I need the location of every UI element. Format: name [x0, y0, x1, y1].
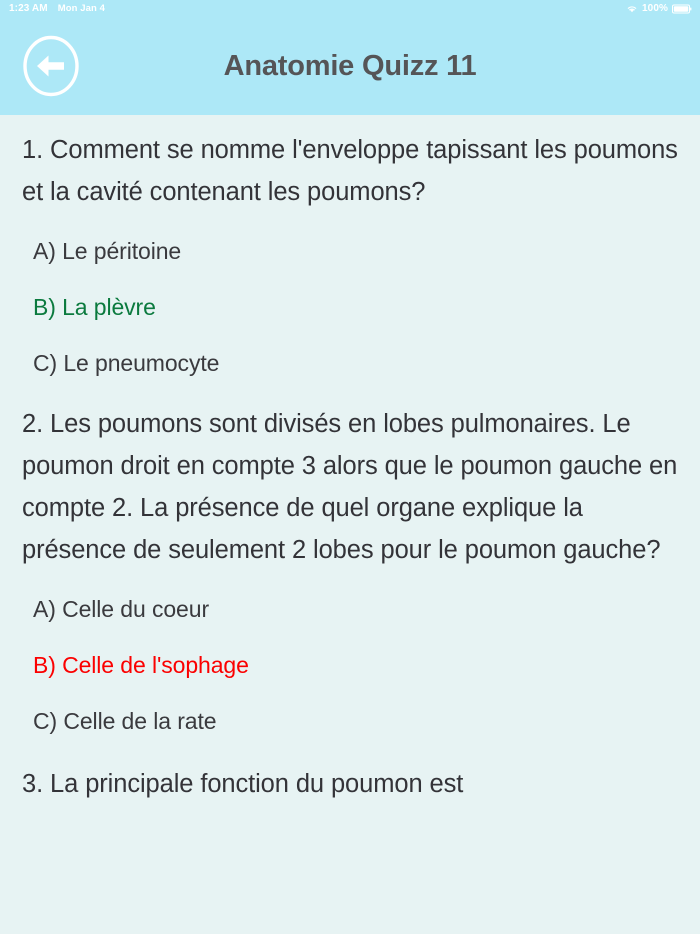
question-block: [22, 129, 678, 391]
option-a[interactable]: A) Celle du coeur: [33, 596, 209, 622]
question-text: 1. Comment se nomme l'enveloppe tapissant les poumons et la cavité contenant les poumons?: [22, 136, 678, 206]
back-button[interactable]: [22, 35, 80, 97]
status-bar-time: 1:23 AM: [9, 3, 48, 14]
option-a[interactable]: A) Le péritoine: [33, 238, 182, 264]
page-title: Anatomie Quizz 11: [223, 49, 477, 82]
option-c[interactable]: C) Le pneumocyte: [33, 350, 220, 376]
battery-percent-label: 100%: [642, 3, 668, 14]
battery-icon: [672, 4, 692, 14]
options-list: [22, 581, 678, 749]
question-block: [22, 763, 678, 805]
back-arrow-circle-icon: [22, 35, 80, 97]
option-b[interactable]: B) La plèvre: [33, 294, 156, 320]
status-bar-right: [626, 3, 692, 14]
option-c[interactable]: C) Celle de la rate: [33, 708, 217, 734]
quiz-content: [0, 115, 700, 934]
app-header: [0, 17, 700, 115]
question-text: 2. Les poumons sont divisés en lobes pulmonaires. Le poumon droit en compte 3 alors que le poumon gauche en compte 2. La présence de quel organe explique la présence de seulement 2 lobes pour le poumon gauche?: [22, 410, 678, 564]
status-bar: [0, 0, 700, 17]
status-bar-date: Mon Jan 4: [57, 3, 106, 14]
question-text: 3. La principale fonction du poumon est: [22, 770, 464, 798]
question-block: [22, 403, 678, 749]
wifi-icon: [626, 4, 638, 13]
option-b[interactable]: B) Celle de l'sophage: [33, 652, 249, 678]
status-bar-left: [9, 3, 105, 14]
options-list: [22, 223, 678, 391]
